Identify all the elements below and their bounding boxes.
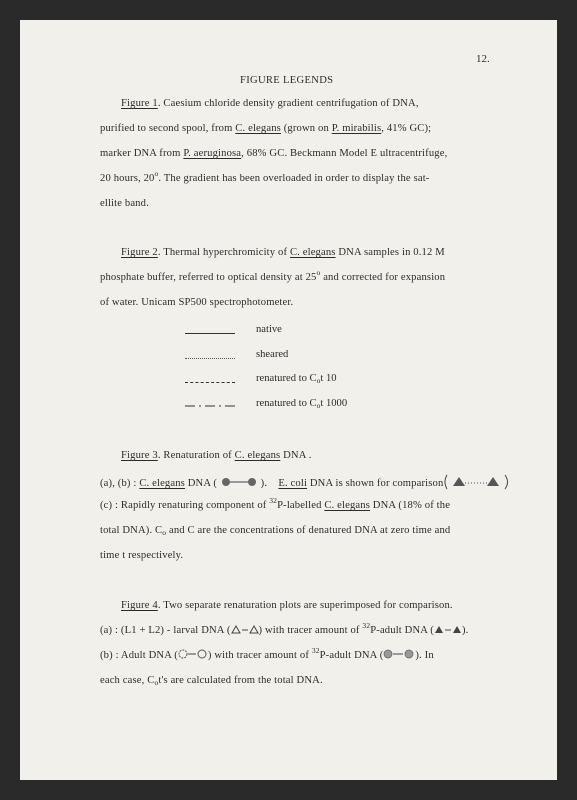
page-title: FIGURE LEGENDS: [240, 75, 334, 86]
fig1-line-2: purified to second spool, from C. elegans (grown on P. mirabilis, 41% GC);: [100, 123, 432, 134]
fig4-line-4: each case, $C_ot's$ are calculated from the total DNA.: [100, 675, 323, 687]
legend-dash-dot-line: [185, 403, 235, 409]
fig3-line-3: (c) : Rapidly renaturing component of $^{32}$P-labelled C. elegans DNA (18% of the: [100, 496, 451, 511]
fig4-line-3: (b) : Adult DNA ( ) with tracer amount of $^{32}$P-adult DNA ( ). In: [100, 646, 434, 661]
document-page: [20, 20, 557, 780]
fig3-line-2: (a), (b) : C. elegans DNA ( ). E. coli DNA is shown for comparison: [100, 474, 511, 491]
fig4-line-2: (a) : (L1 + L2) - larval DNA ( ) with tracer amount of $^{32}$P-adult DNA ( ).: [100, 621, 469, 636]
legend-renatured-10: renatured to $C_ot$ 10: [256, 373, 337, 385]
legend-renatured-1000: renatured to $C_ot$ 1000: [256, 398, 348, 410]
fig1-line-3: marker DNA from P. aeruginosa, 68% GC. Beckmann Model E ultracentrifuge,: [100, 148, 448, 159]
fig3-label: Figure 3: [121, 450, 158, 461]
fig4-label: Figure 4: [121, 600, 158, 611]
fig1-label: Figure 1: [121, 98, 158, 109]
page-number: 12.: [476, 53, 490, 65]
triangle-dotted-line-icon: [443, 474, 511, 490]
fig1-line-4: 20 hours, 20$^o$. The gradient has been overloaded in order to display the sat-: [100, 169, 430, 184]
filled-circle-line-icon: [220, 477, 258, 487]
fig3-line-5: time t respectively.: [100, 550, 184, 561]
grey-circle-line-icon: [383, 649, 415, 659]
fig2-line-3: of water. Unicam SP500 spectrophotometer.: [100, 297, 294, 308]
fig2-line-1: Figure 2. Thermal hyperchromicity of C. elegans DNA samples in 0.12 M: [121, 247, 445, 258]
legend-native: native: [256, 324, 282, 335]
legend-sheared: sheared: [256, 349, 289, 360]
fig4-line-1: Figure 4. Two separate renaturation plots are superimposed for comparison.: [121, 600, 453, 611]
legend-dashed-line: [185, 382, 235, 383]
fig2-line-2: phosphate buffer, referred to optical density at 25$^o$ and corrected for expansion: [100, 268, 446, 283]
open-circle-line-icon: [178, 649, 208, 659]
filled-triangle-line-icon: [434, 624, 462, 634]
legend-dotted-line: [185, 358, 235, 359]
fig3-line-1: Figure 3. Renaturation of C. elegans DNA .: [121, 450, 312, 461]
fig1-line-5: ellite band.: [100, 198, 149, 209]
fig1-line-1: Figure 1. Caesium chloride density gradient centrifugation of DNA,: [121, 98, 419, 109]
fig2-label: Figure 2: [121, 247, 158, 258]
fig3-line-4: total DNA). $C_o$ and C are the concentrations of denatured DNA at zero time and: [100, 525, 451, 537]
open-triangle-line-icon: [231, 624, 259, 634]
legend-solid-line: [185, 333, 235, 334]
